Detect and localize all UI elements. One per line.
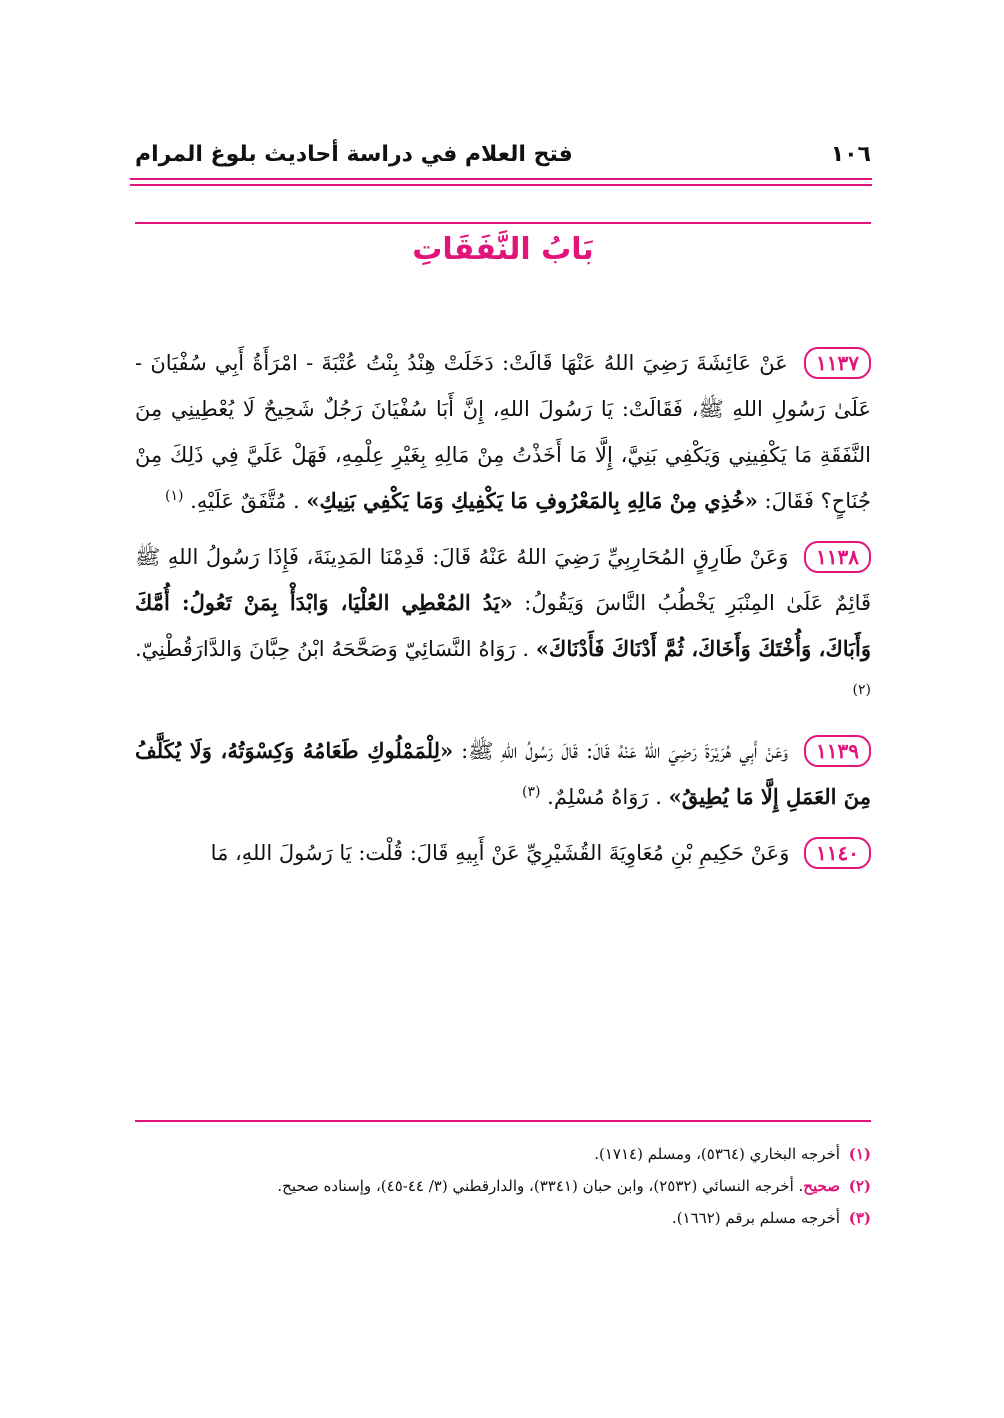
hadith-text: وَعَنْ طَارِقٍ المُحَارِبِيِّ رَضِيَ اللهُ عَنْهُ قَالَ: قَدِمْنَا المَدِينَةَ، فَإِذَا رَسُولُ اللهِ ﷺ قَائِمٌ عَلَىٰ المِنْبَرِ يَخْطُبُ النَّاسَ وَيَقُولُ: (135, 545, 872, 615)
hadith-number: ١١٣٩ (804, 735, 871, 767)
page-number: ١٠٦ (830, 141, 871, 167)
hadith-1137 (135, 340, 871, 524)
footnote-rule (135, 1120, 871, 1122)
chapter-title: بَابُ النَّفَقَاتِ (412, 232, 594, 267)
footnote-ref: (٣) (522, 784, 541, 800)
footnote-text: . أخرجه النسائي (٢٥٣٢)، وابن حبان (٣٣٤١)، والدارقطني (٣/ ٤٤-٤٥)، وإسناده صحيح. (277, 1177, 804, 1195)
hadith-body (135, 340, 871, 886)
hadith-source: . مُتَّفَقٌ عَلَيْهِ. (190, 489, 300, 513)
hadith-1140 (135, 830, 871, 876)
book-title: فتح العلام في دراسة أحاديث بلوغ المرام (135, 141, 573, 167)
footnote-3 (135, 1202, 871, 1234)
hadith-1138 (135, 534, 871, 718)
header-rule-bottom (130, 184, 872, 186)
footnote-ref: (١) (165, 488, 184, 504)
page-header (135, 138, 871, 170)
chapter-rule (135, 222, 871, 224)
footnotes (135, 1138, 871, 1234)
footnote-2 (135, 1170, 871, 1202)
hadith-text: وَعَنْ حَكِيمِ بْنِ مُعَاوِيَةَ القُشَيْرِيِّ عَنْ أَبِيهِ قَالَ: قُلْت: يَا رَسُولَ اللهِ، مَا (210, 841, 790, 865)
footnote-number: (٣) (848, 1209, 871, 1227)
hadith-quote: «لِلْمَمْلُوكِ طَعَامُهُ وَكِسْوَتُهُ، وَلَا يُكَلَّفُ مِنَ العَمَلِ إِلَّا مَا يُطِيقُ» (135, 738, 871, 809)
footnote-text: أخرجه مسلم برقم (١٦٦٢). (671, 1209, 840, 1227)
header-rule-top (130, 178, 872, 180)
footnote-text: أخرجه البخاري (٥٣٦٤)، ومسلم (١٧١٤). (594, 1145, 840, 1163)
footnote-number: (١) (848, 1145, 871, 1163)
hadith-text: عَنْ عَائِشَةَ رَضِيَ اللهُ عَنْهَا قَالَتْ: دَخَلَتْ هِنْدُ بِنْتُ عُتْبَةَ - امْرَأَةُ أَبِي سُفْيَانَ - عَلَىٰ رَسُولِ اللهِ ﷺ، فَقَالَتْ: يَا رَسُولَ اللهِ، إِنَّ أَبَا سُفْيَانَ رَجُلٌ شَحِيحٌ لَا يُعْطِينِي مِنَ النَّفَقَةِ مَا يَكْفِينِي وَيَكْفِي بَنِيَّ، إِلَّا مَا أَخَذْتُ مِنْ مَالِهِ بِغَيْرِ عِلْمِهِ، فَهَلْ عَلَيَّ فِي ذَلِكَ مِنْ جُنَاحٍ؟ فَقَالَ: (135, 351, 871, 513)
hadith-quote: «يَدُ المُعْطِي العُلْيَا، وَابْدَأْ بِمَنْ تَعُولُ: أُمَّكَ وَأَبَاكَ، وَأُخْتَكَ وَأَخَاكَ، ثُمَّ أَدْنَاكَ فَأَدْنَاكَ» (135, 590, 871, 661)
hadith-source: . رَوَاهُ النَّسَائِيّ وَصَحَّحَهُ ابْنُ حِبَّانَ وَالدَّارَقُطْنِيّ. (135, 637, 530, 661)
hadith-1139 (135, 728, 871, 820)
hadith-number: ١١٣٨ (804, 541, 871, 573)
grading-label: صحيح (803, 1177, 840, 1195)
hadith-source: . رَوَاهُ مُسْلِمٌ. (547, 785, 662, 809)
footnote-ref: (٢) (852, 682, 871, 698)
hadith-text: وَعَنْ أَبِي هُرَيْرَةَ رَضِيَ اللهُ عَنْهُ قَالَ: قَالَ رَسُولُ اللهِ ﷺ: (453, 739, 788, 763)
footnote-1 (135, 1138, 871, 1170)
hadith-quote: «خُذِي مِنْ مَالِهِ بِالمَعْرُوفِ مَا يَكْفِيكِ وَمَا يَكْفِي بَنِيكِ» (306, 488, 758, 513)
hadith-number: ١١٤٠ (804, 837, 871, 869)
footnote-number: (٢) (848, 1177, 871, 1195)
hadith-number: ١١٣٧ (804, 347, 871, 379)
